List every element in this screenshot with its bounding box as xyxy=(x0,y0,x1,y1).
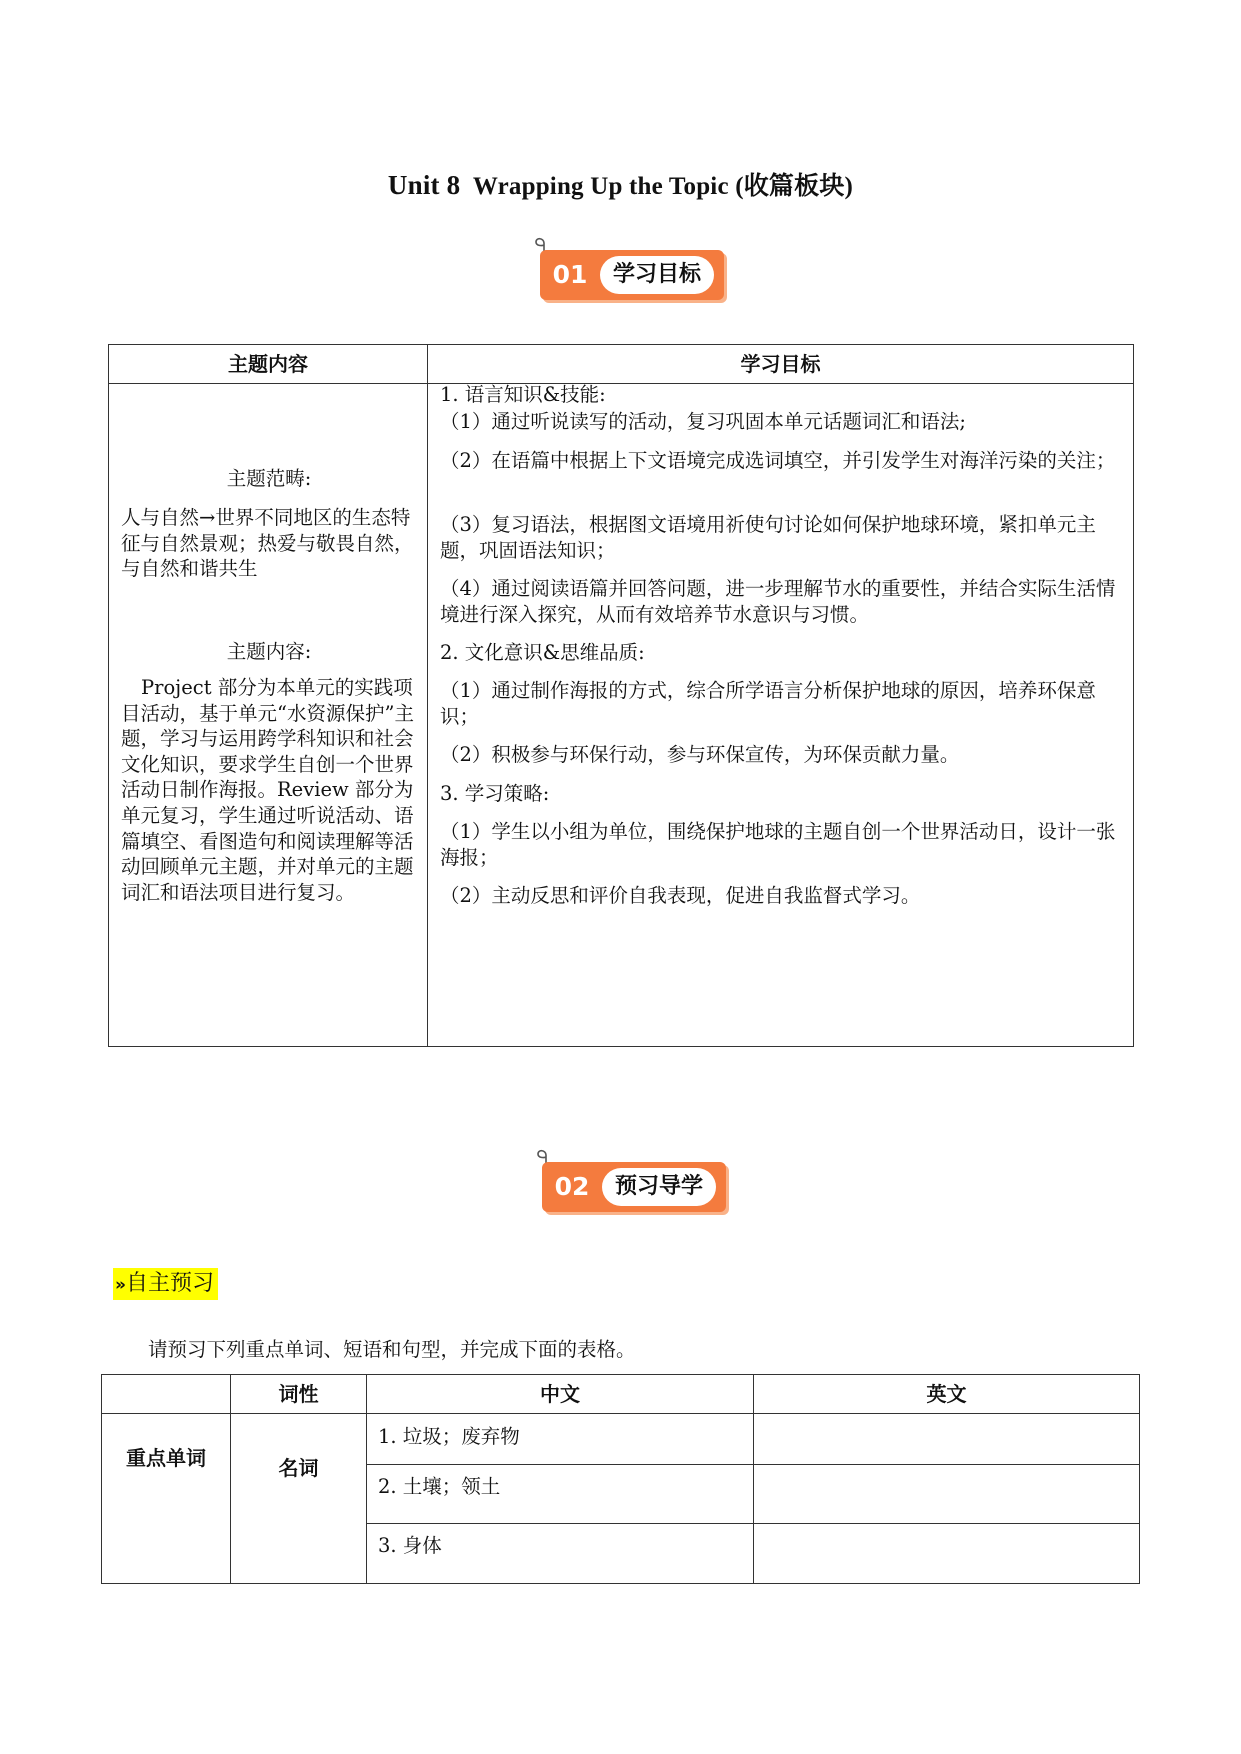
page-title xyxy=(0,166,1241,202)
self-preview-heading-text: 自主预习 xyxy=(125,1271,214,1296)
row-divider xyxy=(366,1464,1139,1465)
objective-item: （2）在语篇中根据上下文语境完成选词填空，并引发学生对海洋污染的关注； xyxy=(440,449,1116,472)
objective-item: （2）主动反思和评价自我表现，促进自我监督式学习。 xyxy=(440,884,921,907)
topic-scope-text: 人与自然→世界不同地区的生态特征与自然景观；热爱与敬畏自然，与自然和谐共生 xyxy=(121,506,414,581)
header-learning-objectives: 学习目标 xyxy=(740,352,821,376)
vocab-chinese-cell: 2. 土壤；领土 xyxy=(378,1475,501,1498)
vocabulary-table xyxy=(101,1374,1140,1584)
badge-number: 01 xyxy=(552,260,588,289)
vocab-chinese-cell: 1. 垃圾；废弃物 xyxy=(378,1425,520,1448)
topic-content-label: 主题内容: xyxy=(226,640,312,663)
vocab-chinese-cell: 3. 身体 xyxy=(378,1534,442,1557)
section-badge-preview xyxy=(534,1146,734,1216)
topic-content-text: Project 部分为本单元的实践项目活动，基于单元“水资源保护”主题，学习与运用跨学科知识和社会文化知识，要求学生自创一个世界活动日制作海报。Review 部分为单元复习，学生通过听说活动、语篇填空、看图造句和阅读理解等活动回顾单元主题，并对单元的主题词汇和语法项目进行复习。 xyxy=(121,676,414,904)
badge-number: 02 xyxy=(554,1172,590,1201)
table-divider xyxy=(427,345,428,1046)
objective-item: （1）学生以小组为单位，围绕保护地球的主题自创一个世界活动日，设计一张海报； xyxy=(440,820,1116,869)
badge-label: 预习导学 xyxy=(602,1168,716,1206)
category-key-words: 重点单词 xyxy=(126,1446,206,1470)
objective-item: （1）通过听说读写的活动，复习巩固本单元话题词汇和语法; xyxy=(440,410,966,433)
section-badge-objectives xyxy=(532,234,732,304)
header-part-of-speech: 词性 xyxy=(278,1382,319,1406)
row-divider xyxy=(366,1523,1139,1524)
objective-item: （4）通过阅读语篇并回答问题，进一步理解节水的重要性，并结合实际生活情境进行深入探究，从而有效培养节水意识与习惯。 xyxy=(440,577,1116,626)
objective-item: （3）复习语法，根据图文语境用祈使句讨论如何保护地球环境，紧扣单元主题，巩固语法知识； xyxy=(440,513,1096,562)
topic-scope-label: 主题范畴: xyxy=(226,467,312,490)
part-of-speech-noun: 名词 xyxy=(278,1456,319,1480)
objective-group-title: 3. 学习策略: xyxy=(440,782,550,805)
badge-label: 学习目标 xyxy=(600,256,714,294)
objective-item: （2）积极参与环保行动，参与环保宣传，为环保贡献力量。 xyxy=(440,743,960,766)
objectives-table xyxy=(108,344,1134,1047)
title-unit: Unit 8 xyxy=(387,170,461,200)
table-header-divider xyxy=(102,1413,1139,1414)
preview-instruction: 请预习下列重点单词、短语和句型，并完成下面的表格。 xyxy=(148,1338,636,1361)
self-preview-heading xyxy=(113,1268,218,1300)
objective-group-title: 1. 语言知识&技能: xyxy=(440,383,606,406)
objective-item: （1）通过制作海报的方式，综合所学语言分析保护地球的原因，培养环保意识； xyxy=(440,679,1096,728)
header-topic-content: 主题内容 xyxy=(228,352,308,376)
badge-box xyxy=(540,250,724,300)
badge-box xyxy=(542,1162,726,1212)
objective-group-title: 2. 文化意识&思维品质: xyxy=(440,641,645,664)
header-chinese: 中文 xyxy=(540,1382,580,1406)
header-english: 英文 xyxy=(926,1382,967,1406)
double-arrow-icon: » xyxy=(115,1275,126,1295)
title-text: Wrapping Up the Topic (收篇板块) xyxy=(472,173,854,200)
